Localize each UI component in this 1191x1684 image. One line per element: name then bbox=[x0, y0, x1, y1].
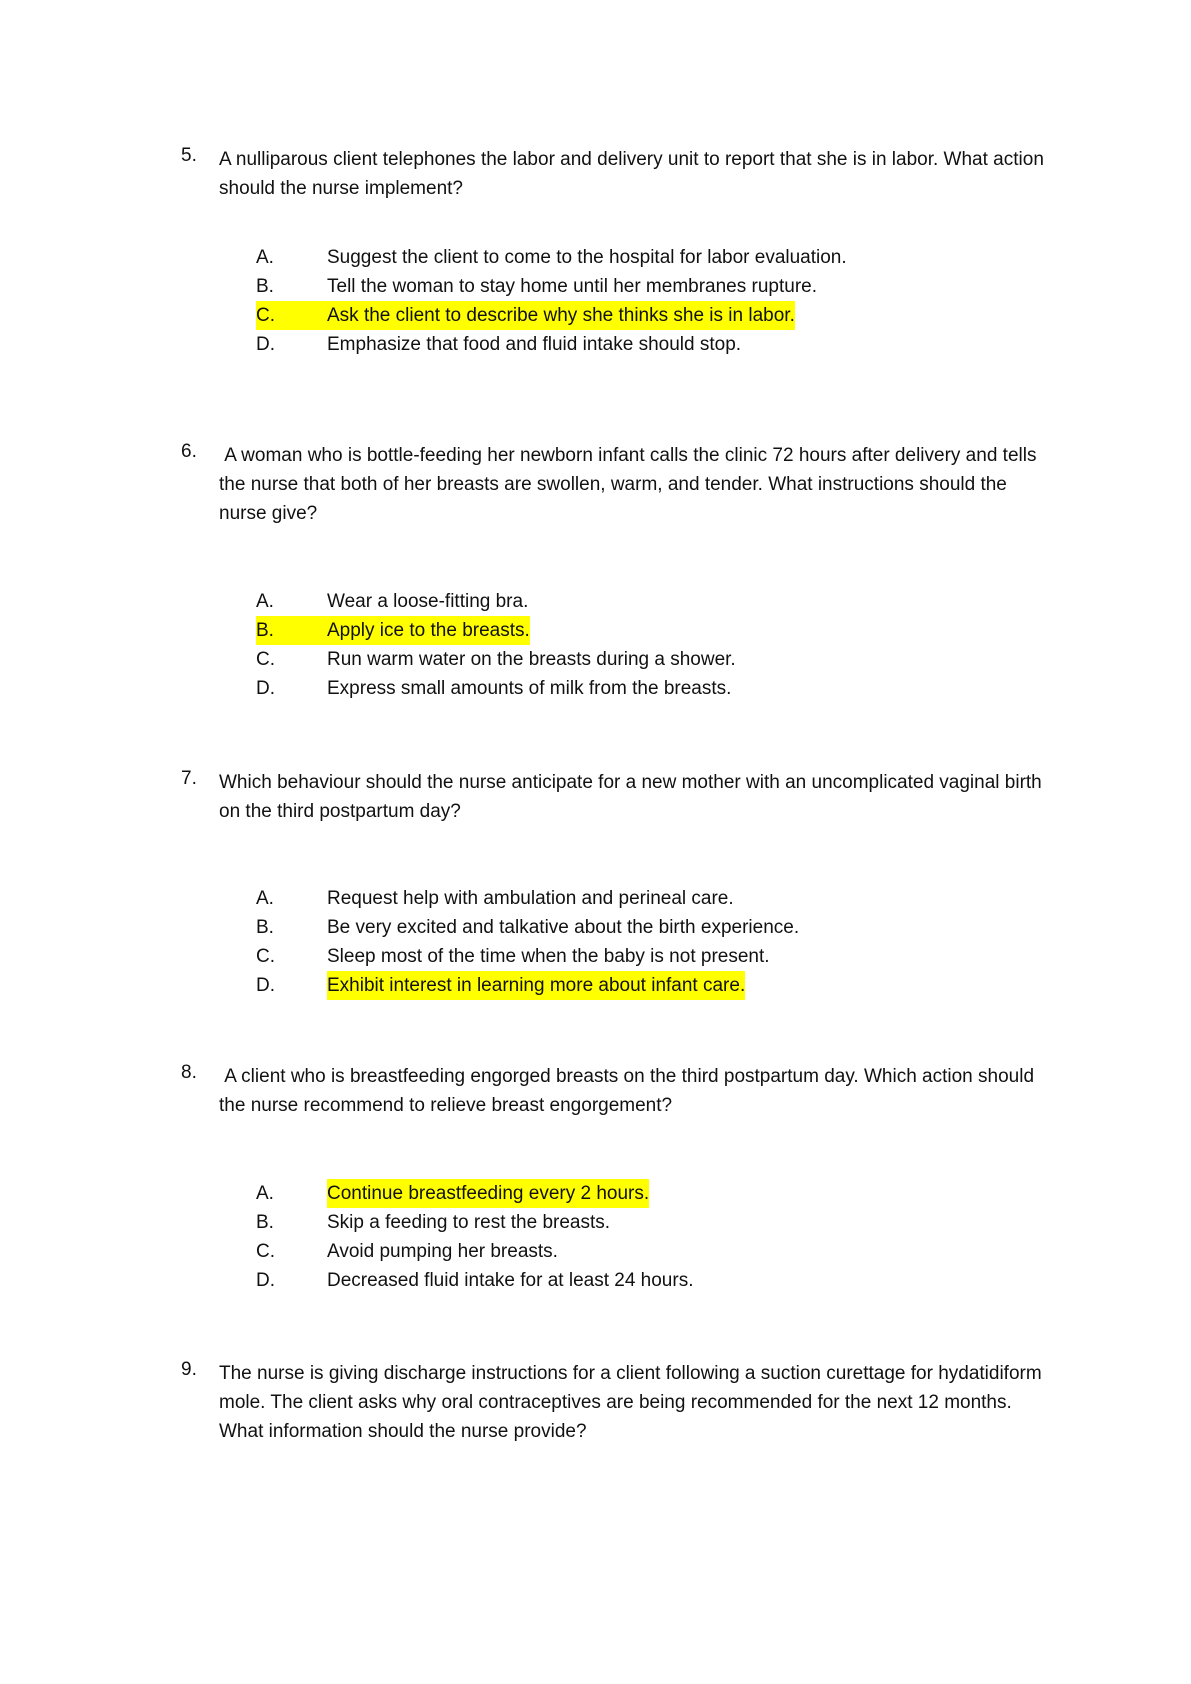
option-letter: A. bbox=[256, 1183, 274, 1204]
option-letter: B. bbox=[256, 276, 274, 297]
option-d bbox=[0, 330, 1191, 359]
option-letter: A. bbox=[256, 247, 274, 268]
option-letter: D. bbox=[256, 678, 275, 699]
option-letter: C. bbox=[256, 946, 275, 967]
option-text: Suggest the client to come to the hospital for labor evaluation. bbox=[327, 247, 847, 268]
option-text: Avoid pumping her breasts. bbox=[327, 1241, 558, 1262]
option-text: Be very excited and talkative about the birth experience. bbox=[327, 917, 800, 938]
option-text: Continue breastfeeding every 2 hours. bbox=[327, 1179, 649, 1208]
option-letter: D. bbox=[256, 334, 275, 355]
option-text: Exhibit interest in learning more about infant care. bbox=[327, 971, 745, 1000]
option-text: Ask the client to describe why she thinks she is in labor. bbox=[327, 301, 795, 330]
option-letter: C. bbox=[256, 649, 275, 670]
question-text: A nulliparous client telephones the labor and delivery unit to report that she is in labor. What action should the nurse implement? bbox=[219, 149, 1044, 199]
option-text: Decreased fluid intake for at least 24 hours. bbox=[327, 1270, 694, 1291]
option-letter: C. bbox=[256, 1241, 275, 1262]
option-text: Skip a feeding to rest the breasts. bbox=[327, 1212, 611, 1233]
option-letter: B. bbox=[256, 616, 332, 645]
question-text: A woman who is bottle-feeding her newborn infant calls the clinic 72 hours after delivery and tells the nurse that both of her breasts are swollen, warm, and tender. What instructions should the nurse give? bbox=[219, 445, 1042, 524]
option-b bbox=[0, 1208, 1191, 1237]
option-b-highlighted bbox=[0, 616, 1191, 645]
option-a-highlighted bbox=[0, 1179, 1191, 1208]
option-text: Wear a loose-fitting bra. bbox=[327, 591, 529, 612]
option-letter: A. bbox=[256, 888, 274, 909]
option-c bbox=[0, 645, 1191, 674]
option-text: Express small amounts of milk from the breasts. bbox=[327, 678, 732, 699]
option-c bbox=[0, 1237, 1191, 1266]
question-number: 7. bbox=[181, 768, 197, 789]
option-text: Apply ice to the breasts. bbox=[327, 616, 530, 645]
question-text: Which behaviour should the nurse anticipate for a new mother with an uncomplicated vaginal birth on the third postpartum day? bbox=[219, 772, 1042, 822]
option-text: Run warm water on the breasts during a shower. bbox=[327, 649, 736, 670]
question-number: 9. bbox=[181, 1359, 197, 1380]
option-c-highlighted bbox=[0, 301, 1191, 330]
question-number: 8. bbox=[181, 1062, 197, 1083]
option-text: Tell the woman to stay home until her membranes rupture. bbox=[327, 276, 818, 297]
option-letter: C. bbox=[256, 301, 333, 330]
option-d-highlighted bbox=[0, 971, 1191, 1000]
option-b bbox=[0, 272, 1191, 301]
option-letter: B. bbox=[256, 1212, 274, 1233]
question-number: 5. bbox=[181, 145, 197, 166]
option-a bbox=[0, 587, 1191, 616]
option-text: Request help with ambulation and perineal care. bbox=[327, 888, 734, 909]
question-text: The nurse is giving discharge instructions for a client following a suction curettage for hydatidiform mole. The client asks why oral contraceptives are being recommended for the next 12 months. What information should the nurse provide? bbox=[219, 1363, 1042, 1442]
option-text: Emphasize that food and fluid intake should stop. bbox=[327, 334, 742, 355]
option-letter: B. bbox=[256, 917, 274, 938]
option-letter: D. bbox=[256, 1270, 275, 1291]
option-b bbox=[0, 913, 1191, 942]
option-a bbox=[0, 243, 1191, 272]
option-a bbox=[0, 884, 1191, 913]
option-text: Sleep most of the time when the baby is not present. bbox=[327, 946, 770, 967]
question-number: 6. bbox=[181, 441, 197, 462]
option-letter: D. bbox=[256, 975, 275, 996]
option-d bbox=[0, 674, 1191, 703]
option-letter: A. bbox=[256, 591, 274, 612]
option-d bbox=[0, 1266, 1191, 1295]
option-c bbox=[0, 942, 1191, 971]
question-text: A client who is breastfeeding engorged breasts on the third postpartum day. Which action should the nurse recommend to relieve breast engorgement? bbox=[219, 1066, 1040, 1116]
